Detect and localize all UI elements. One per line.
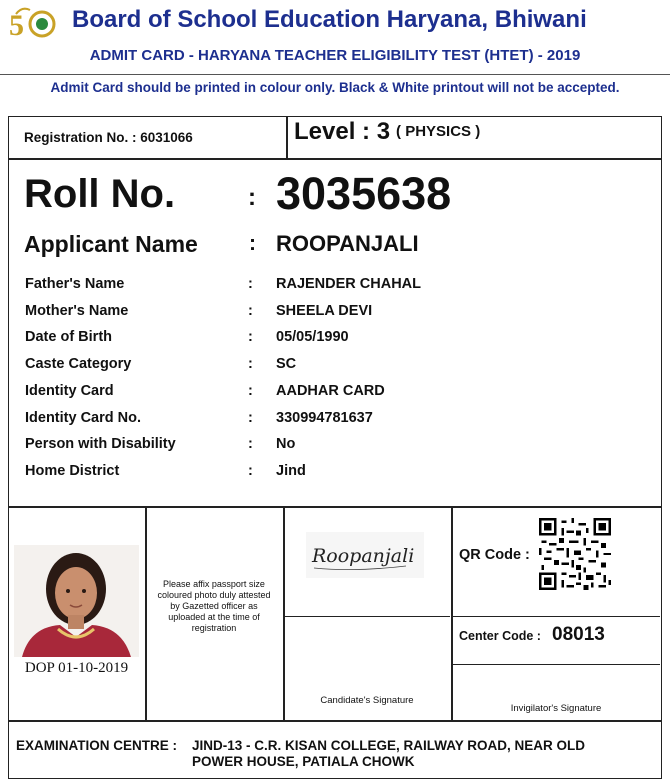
identity-card-number-value: 330994781637 xyxy=(276,410,373,426)
roll-number-colon: : xyxy=(248,184,256,211)
qr-divider xyxy=(452,616,660,617)
signature-handwriting: Roopanjali xyxy=(312,545,415,567)
candidate-signature-caption: Candidate's Signature xyxy=(320,695,414,706)
identity-card-number-colon: : xyxy=(248,410,253,426)
identity-card-number-label: Identity Card No. xyxy=(25,410,142,426)
home-district-colon: : xyxy=(248,463,253,479)
registration-number: Registration No. : 6031066 xyxy=(24,130,193,145)
applicant-name-value: ROOPANJALI xyxy=(276,231,419,256)
admit-card-subtitle: ADMIT CARD - HARYANA TEACHER ELIGIBILITY TEST (HTET) - 2019 xyxy=(89,47,581,64)
qr-code-image xyxy=(537,518,613,590)
level-text: Level : 3 xyxy=(294,118,391,145)
center-code-label: Center Code : xyxy=(459,629,541,643)
father-name-label: Father's Name xyxy=(25,276,125,292)
disability-value: No xyxy=(276,436,296,452)
mother-name-colon: : xyxy=(248,303,253,319)
identity-card-value: AADHAR CARD xyxy=(276,383,385,399)
identity-card-label: Identity Card xyxy=(25,383,114,399)
applicant-name-label: Applicant Name xyxy=(24,231,198,257)
roll-number-label: Roll No. xyxy=(24,172,176,216)
caste-category-value: SC xyxy=(276,356,297,372)
center-code-divider xyxy=(452,664,660,665)
exam-centre-label: EXAMINATION CENTRE : xyxy=(16,738,177,753)
applicant-name-colon: : xyxy=(249,232,256,255)
disability-colon: : xyxy=(248,436,253,452)
qr-code-label: QR Code : xyxy=(459,547,530,563)
level-indicator xyxy=(294,118,480,146)
dob-colon: : xyxy=(248,329,253,345)
applicant-photo xyxy=(14,545,139,657)
center-code-value: 08013 xyxy=(552,624,605,645)
home-district-value: Jind xyxy=(276,463,306,479)
board-title: Board of School Education Haryana, Bhiwani xyxy=(72,6,587,33)
roll-number-value: 3035638 xyxy=(276,168,452,219)
board-logo-icon xyxy=(8,4,60,40)
disability-label: Person with Disability xyxy=(25,436,176,452)
signature-divider xyxy=(284,616,450,617)
exam-centre-value: JIND-13 - C.R. KISAN COLLEGE, RAILWAY ROAD, NEAR OLD POWER HOUSE, PATIALA CHOWK xyxy=(192,738,586,769)
dob-label: Date of Birth xyxy=(25,329,112,345)
mother-name-value: SHEELA DEVI xyxy=(276,303,373,319)
affix-photo-instruction: Please affix passport size coloured photo duly attested by Gazetted officer as uploaded at the time of registration xyxy=(157,579,271,633)
home-district-label: Home District xyxy=(25,463,120,479)
father-name-value: RAJENDER CHAHAL xyxy=(276,276,422,292)
header-divider xyxy=(0,74,670,75)
identity-card-colon: : xyxy=(248,383,253,399)
dob-value: 05/05/1990 xyxy=(276,329,349,345)
date-of-photo: DOP 01-10-2019 xyxy=(24,660,129,676)
mother-name-label: Mother's Name xyxy=(25,303,129,319)
candidate-signature-image xyxy=(306,532,424,578)
svg-text:5: 5 xyxy=(9,9,24,40)
invigilator-signature-caption: Invigilator's Signature xyxy=(510,703,602,714)
level-subject: ( PHYSICS ) xyxy=(396,123,481,140)
father-name-colon: : xyxy=(248,276,253,292)
caste-category-label: Caste Category xyxy=(25,356,132,372)
print-notice: Admit Card should be printed in colour only. Black & White printout will not be accepted. xyxy=(50,80,620,95)
caste-category-colon: : xyxy=(248,356,253,372)
